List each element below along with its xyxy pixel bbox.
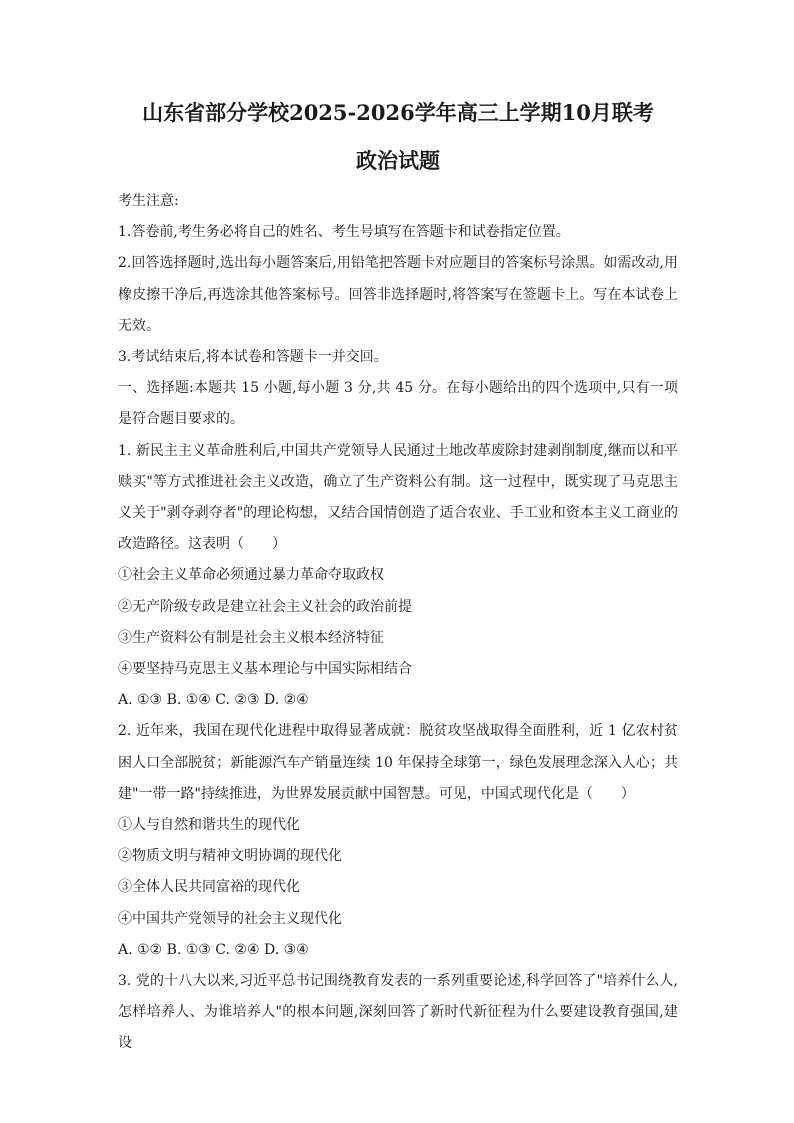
question-1-stem: 1. 新民主主义革命胜利后,中国共产党领导人民通过土地改革废除封建剥削制度,继而以和平赎买"等方式推进社会主义改造，确立了生产资料公有制。这一过程中，既实现了马克思主义关于"剥夺剥夺者"的理论构想，又结合国情创造了适合农业、手工业和资本主义工商业的改造路径。这表明（ ） (118, 442, 678, 553)
question-2-item-2: ②物质文明与精神文明协调的现代化 (118, 848, 342, 865)
notice-item-2: 2.回答选择题时,选出每小题答案后,用铅笔把答题卡对应题目的答案标号涂黑。如需改动,用橡皮擦干净后,再选涂其他答案标号。回答非选择题时,将答案写在签题卡上。写在本试卷上无效。 (118, 255, 678, 334)
question-2-item-1: ①人与自然和谐共生的现代化 (118, 817, 300, 834)
question-2-item-3: ③全体人民共同富裕的现代化 (118, 879, 300, 896)
question-2-options: A. ①② B. ①③ C. ②④ D. ③④ (118, 941, 309, 958)
exam-body (118, 186, 678, 1060)
exam-subject: 政治试题 (356, 148, 440, 173)
question-1-item-2: ②无产阶级专政是建立社会主义社会的政治前提 (118, 598, 412, 615)
question-2-stem: 2. 近年来，我国在现代化进程中取得显著成就：脱贫攻坚战取得全面胜利，近 1 亿农村贫困人口全部脱贫；新能源汽车产销量连续 10 年保持全球第一，绿色发展理念深入人心；共建"一带一路"持续推进，为世界发展贡献中国智慧。可见，中国式现代化是（ ） (118, 723, 678, 802)
question-1-item-4: ④要坚持马克思主义基本理论与中国实际相结合 (118, 661, 412, 678)
exam-title: 山东省部分学校2025-2026学年高三上学期10月联考 (142, 100, 654, 125)
question-1-item-3: ③生产资料公有制是社会主义根本经济特征 (118, 629, 384, 646)
section-one-heading: 一、选择题:本题共 15 小题,每小题 3 分,共 45 分。在每小题给出的四个选项中,只有一项是符合题目要求的。 (118, 380, 678, 428)
notice-heading: 考生注意: (118, 193, 179, 209)
question-2-item-4: ④中国共产党领导的社会主义现代化 (118, 910, 342, 927)
exam-page (118, 98, 678, 1060)
notice-item-1: 1.答卷前,考生务必将自己的姓名、考生号填写在答题卡和试卷指定位置。 (118, 224, 570, 241)
question-3-stem: 3. 党的十八大以来,习近平总书记围绕教育发表的一系列重要论述,科学回答了"培养什么人,怎样培养人、为谁培养人"的根本问题,深刻回答了新时代新征程为什么要建设教育强国,建设 (118, 973, 678, 1052)
question-1-options: A. ①③ B. ①④ C. ②③ D. ②④ (118, 692, 309, 709)
question-1-item-1: ①社会主义革命必须通过暴力革命夺取政权 (118, 567, 384, 584)
notice-item-3: 3.考试结束后,将本试卷和答题卡一并交回。 (118, 349, 388, 366)
